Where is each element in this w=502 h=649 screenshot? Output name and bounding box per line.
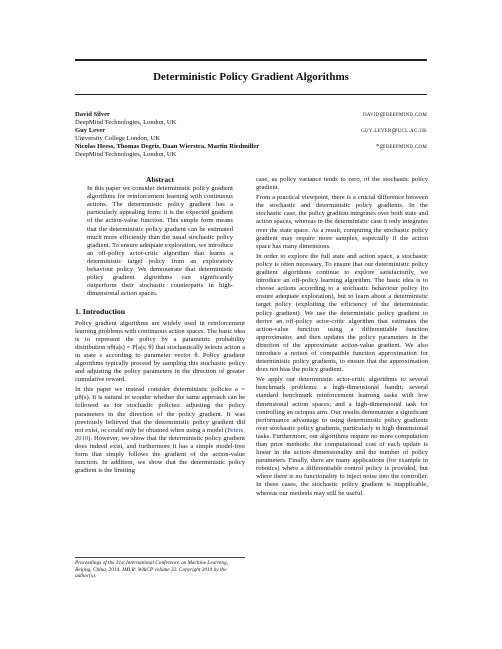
- author-email[interactable]: guy.lever@ucl.ac.uk: [361, 127, 427, 135]
- abstract-text: In this paper we consider deterministic policy gradient algorithms for reinforcement learning with continuous actions. The deterministic policy gradient has a particularly appealing form: it is the expected gradient of the action-value function. This simple form means that the deterministic policy gradient can be estimated much more efficiently than the usual stochastic policy gradient. To ensure adequate exploration, we introduce an off-policy actor-critic algorithm that learns a deterministic target policy from an exploratory behaviour policy. We demonstrate that deterministic policy gradient algorithms can significantly outperform their stochastic counterparts in high-dimensional action spaces.: [87, 185, 233, 298]
- intro-paragraph-3: case, as policy variance tends to zero, of the stochastic policy gradient.: [256, 176, 428, 192]
- right-column: [256, 176, 428, 500]
- intro-paragraph-5: In order to explore the full state and action space, a stochastic policy is often necessary. To ensure that our deterministic policy gradient algorithms continue to explore satisfactorily, we introduce an off-policy learning algorithm. The basic idea is to choose actions according to a stochastic behaviour policy (to ensure adequate exploration), but to learn about a deterministic target policy (exploiting the efficiency of the deterministic policy gradient). We use the deterministic policy gradient to derive an off-policy actor-critic algorithm that estimates the action-value function using a differentiable function approximator, and then updates the policy parameters in the direction of the approximate action-value gradient. We also introduce a notion of compatible function approximation for deterministic policy gradients, to ensure that the approximation does not bias the policy gradient.: [256, 252, 428, 374]
- title-rule-top: [75, 59, 427, 61]
- intro-paragraph-2: [75, 386, 245, 475]
- author-name: Guy Lever: [75, 127, 106, 135]
- author-email[interactable]: david@deepmind.com: [362, 111, 427, 118]
- author-affiliation: DeepMind Technologies, London, UK: [75, 151, 177, 159]
- intro-paragraph-2-start: In this paper we instead consider deterministic policies a = μθ(s). It is natural to wonder whether the same approach can be followed as for stochastic policies: adjusting the policy parameters in the direction of the policy gradient. It was previously believed that the deterministic policy gradient did not exist, or could only be obtained when using a model (: [75, 386, 245, 434]
- author-block: [75, 111, 427, 160]
- title-rule-bottom: [75, 94, 427, 95]
- abstract-heading: Abstract: [146, 175, 174, 184]
- section-heading: 1. Introduction: [75, 307, 126, 317]
- author-line: [75, 127, 427, 135]
- author-affiliation: University College London, UK: [75, 135, 160, 143]
- footnote: Proceedings of the 31st International Conference on Machine Learning, Beijing, China, 2014. JMLR: W&CP volume 32. Copyright 2014 by the author(s).: [75, 557, 245, 580]
- author-name: Nicolas Heess, Thomas Degris, Daan Wierstra, Martin Riedmiller: [75, 143, 260, 151]
- author-line: [75, 143, 427, 151]
- paper-title: Deterministic Policy Gradient Algorithms: [153, 71, 349, 83]
- author-affiliation: DeepMind Technologies, London, UK: [75, 119, 177, 127]
- intro-paragraph-1: Policy gradient algorithms are widely used in reinforcement learning problems with continuous action spaces. The basic idea is to represent the policy by a parametric probability distribution πθ(a|s) = P[a|s; θ] that stochastically selects action a in state s according to parameter vector θ. Policy gradient algorithms typically proceed by sampling this stochastic policy and adjusting the policy parameters in the direction of greater cumulative reward.: [75, 319, 245, 384]
- intro-paragraph-4: From a practical viewpoint, there is a crucial difference between the stochastic and deterministic policy gradients. In the stochastic case, the policy gradient integrates over both state and action spaces, whereas in the deterministic case it only integrates over the state space. As a result, computing the stochastic policy gradient may require more samples, especially if the action space has many dimensions.: [256, 194, 428, 250]
- citation-link[interactable]: Peters, 2010: [75, 426, 245, 442]
- intro-paragraph-2-end: ). However, we show that the deterministic policy gradient does indeed exist, and furthermore it has a simple model-free form that simply follows the gradient of the action-value function. In addition, we show that the deterministic policy gradient is the limiting: [75, 434, 245, 475]
- left-column: [75, 176, 245, 477]
- author-name: David Silver: [75, 111, 110, 118]
- author-line: [75, 111, 427, 119]
- intro-paragraph-6: We apply our deterministic actor-critic algorithms to several benchmark problems: a high-dimensional bandit; several standard benchmark reinforcement learning tasks with low dimensional action spaces; and a high-dimensional task for controlling an octopus arm. Our results demonstrate a significant performance advantage to using deterministic policy gradients over stochastic policy gradients, particularly in high dimensional tasks. Furthermore, our algorithms require no more computation than prior methods: the computational cost of each update is linear in the action dimensionality and the number of policy parameters. Finally, there are many applications (for example in robotics) where a differentiable control policy is provided, but where there is no functionality to inject noise into the controller. In these cases, the stochastic policy gradient is inapplicable, whereas our methods may still be useful.: [256, 376, 428, 497]
- author-email[interactable]: *@deepmind.com: [375, 143, 427, 151]
